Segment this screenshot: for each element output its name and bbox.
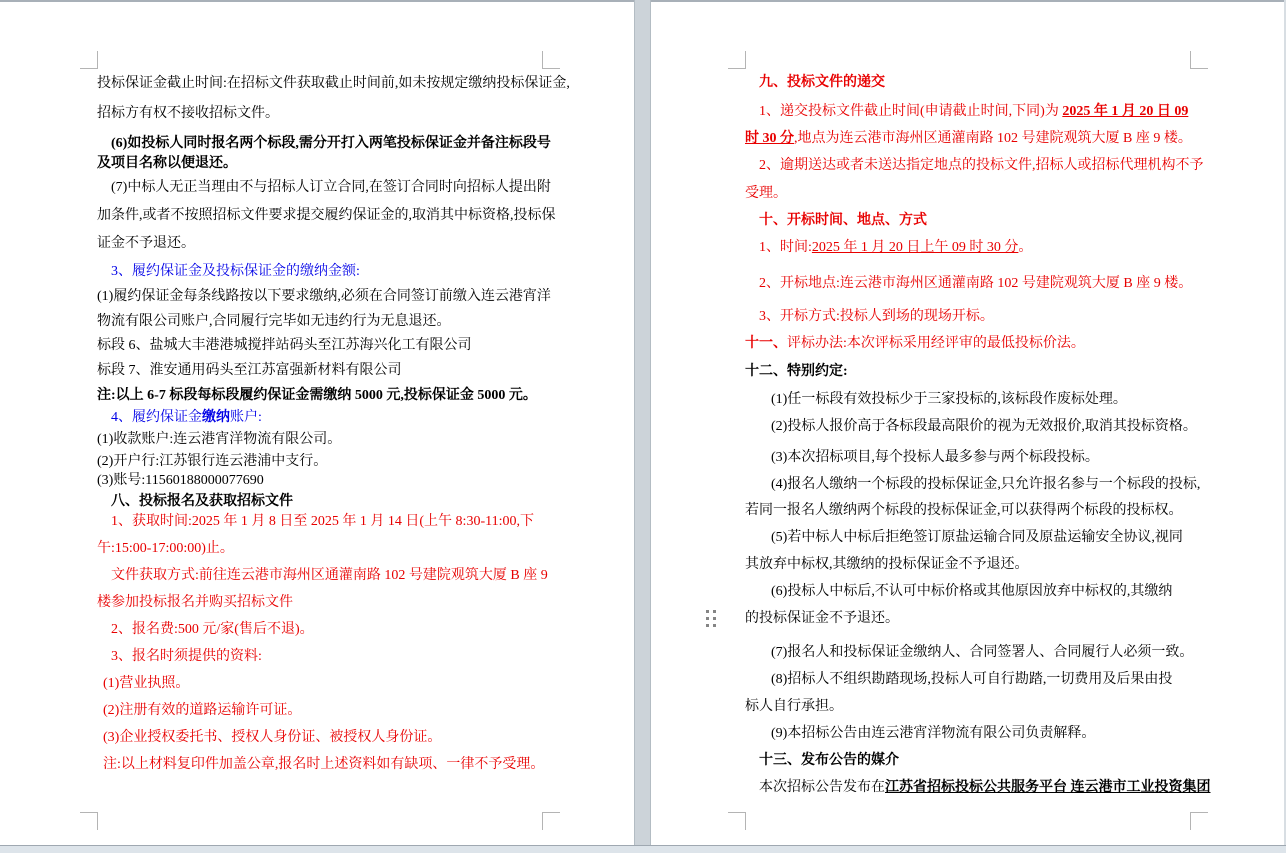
doc-line	[97, 430, 597, 452]
doc-line	[745, 528, 1245, 555]
text-run: (6)投标人中标后,不认可中标价格或其他原因放弃中标权的,其缴纳	[771, 584, 1173, 599]
text-run: ,地点为连云港市海州区通灌南路 102 号建院观筑大厦 B 座 9 楼。	[794, 131, 1192, 146]
text-run: 十三、发布公告的媒介	[759, 753, 899, 768]
text-boundary-corner-mark	[80, 51, 98, 69]
doc-line	[745, 582, 1245, 609]
doc-line	[97, 620, 597, 647]
text-run: 3、开标方式:投标人到场的现场开标。	[759, 309, 994, 324]
text-run: 投标保证金截止时间:在招标文件获取截止时间前,如未按规定缴纳投标保证金,	[97, 76, 570, 91]
doc-line	[97, 312, 597, 336]
text-run: 招标方有权不接收招标文件。	[97, 106, 279, 121]
doc-line	[745, 475, 1245, 501]
doc-line	[97, 386, 597, 408]
doc-line	[97, 287, 597, 312]
doc-line	[97, 74, 597, 104]
text-run: 午:15:00-17:00:00)止。	[97, 541, 234, 556]
doc-line	[745, 211, 1245, 238]
text-run: 3、履约保证金及投标保证金的缴纳金额:	[111, 264, 360, 279]
doc-line	[97, 234, 597, 262]
text-boundary-corner-mark	[542, 812, 560, 830]
text-run: (3)企业授权委托书、授权人身份证、被授权人身份证。	[103, 730, 442, 745]
doc-line	[745, 609, 1245, 643]
text-run: 2、开标地点:连云港市海州区通灌南路 102 号建院观筑大厦 B 座 9 楼。	[759, 276, 1193, 291]
page-right-text	[745, 73, 1245, 805]
doc-line	[97, 728, 597, 755]
doc-line	[745, 362, 1245, 390]
doc-line	[97, 408, 597, 430]
text-boundary-corner-mark	[1190, 812, 1208, 830]
text-run: 加条件,或者不按照招标文件要求提交履约保证金的,取消其中标资格,投标保	[97, 208, 556, 223]
doc-line	[97, 154, 597, 178]
doc-line	[97, 361, 597, 386]
doc-line	[97, 452, 597, 471]
text-run: 本次招标公告发布在	[759, 780, 885, 795]
drag-handle-icon[interactable]	[706, 610, 716, 627]
text-run: (4)报名人缴纳一个标段的投标保证金,只允许报名参与一个标段的投标,	[771, 477, 1201, 492]
doc-line	[97, 104, 597, 134]
page-gap-divider	[634, 0, 651, 845]
text-run: 证金不予退还。	[97, 236, 195, 251]
text-run: (1)营业执照。	[103, 676, 190, 691]
text-run: (7)报名人和投标保证金缴纳人、合同签署人、合同履行人必须一致。	[771, 645, 1194, 660]
text-run: (8)招标人不组织勘踏现场,投标人可自行勘踏,一切费用及后果由投	[771, 672, 1173, 687]
doc-line	[745, 670, 1245, 697]
doc-line	[97, 492, 597, 512]
text-run: (2)开户行:江苏银行连云港浦中支行。	[97, 454, 328, 469]
text-boundary-corner-mark	[80, 812, 98, 830]
text-run: 1、递交投标文件截止时间(申请截止时间,下同)为	[759, 104, 1063, 119]
text-run: 标人自行承担。	[745, 699, 843, 714]
text-run: 缴纳	[202, 410, 230, 425]
doc-line	[97, 701, 597, 728]
doc-line	[97, 647, 597, 674]
doc-line	[97, 178, 597, 206]
text-run: 江苏省招标投标公共服务平台 连云港市工业投资集团	[885, 780, 1211, 795]
text-run: 4、履约保证金	[111, 410, 202, 425]
text-run: (6)如投标人同时报名两个标段,需分开打入两笔投标保证金并备注标段号	[111, 136, 551, 151]
text-run: 。	[1018, 240, 1033, 255]
doc-line	[745, 307, 1245, 334]
doc-line	[745, 156, 1245, 184]
doc-line	[97, 336, 597, 361]
text-run: 其放弃中标权,其缴纳的投标保证金不予退还。	[745, 557, 1029, 572]
text-run: 时 30 分	[745, 131, 794, 146]
text-run: (3)账号:11560188000077690	[97, 473, 264, 488]
text-run: (2)注册有效的道路运输许可证。	[103, 703, 302, 718]
text-run: 的投标保证金不予退还。	[745, 611, 899, 626]
text-run: 评标办法:本次评标采用经评审的最低投标价法。	[787, 336, 1085, 351]
text-run: 2025 年 1 月 20 日 09	[1062, 104, 1189, 119]
text-run: 1、获取时间:2025 年 1 月 8 日至 2025 年 1 月 14 日(上午 8:30-11:00,下	[111, 514, 534, 529]
text-boundary-corner-mark	[728, 51, 746, 69]
doc-line	[97, 206, 597, 234]
text-run: 十一、	[745, 336, 787, 351]
text-run: 十二、特别约定:	[745, 364, 848, 379]
doc-line	[97, 674, 597, 701]
text-boundary-corner-mark	[728, 812, 746, 830]
doc-line	[745, 555, 1245, 582]
text-run: 九、投标文件的递交	[759, 75, 885, 90]
doc-line	[745, 724, 1245, 751]
text-run: 2025 年 1 月 20 日上午 09 时 30 分	[811, 240, 1019, 255]
text-boundary-corner-mark	[542, 51, 560, 69]
text-run: 受理。	[745, 186, 787, 201]
doc-line	[745, 448, 1245, 475]
doc-line	[97, 471, 597, 492]
doc-line	[745, 102, 1245, 129]
text-run: 物流有限公司账户,合同履行完毕如无违约行为无息退还。	[97, 314, 451, 329]
doc-line	[745, 274, 1245, 307]
doc-line	[97, 566, 597, 593]
doc-line	[745, 751, 1245, 778]
doc-line	[97, 134, 597, 154]
text-run: (3)本次招标项目,每个投标人最多参与两个标段投标。	[771, 450, 1099, 465]
text-run: (2)投标人报价高于各标段最高限价的视为无效报价,取消其投标资格。	[771, 419, 1197, 434]
text-run: (1)收款账户:连云港宵洋物流有限公司。	[97, 432, 342, 447]
text-run: (1)履约保证金每条线路按以下要求缴纳,必须在合同签订前缴入连云港宵洋	[97, 289, 551, 304]
doc-line	[97, 593, 597, 620]
text-run: 1、时间:	[759, 240, 812, 255]
text-run: 十、开标时间、地点、方式	[759, 213, 927, 228]
text-run: 标段 6、盐城大丰港港城搅拌站码头至江苏海兴化工有限公司	[97, 338, 472, 353]
text-run: (5)若中标人中标后拒绝签订原盐运输合同及原盐运输安全协议,视同	[771, 530, 1183, 545]
doc-line	[745, 184, 1245, 211]
text-run: 八、投标报名及获取招标文件	[111, 494, 293, 509]
document-page-right	[651, 2, 1286, 845]
doc-line	[745, 129, 1245, 156]
doc-line	[745, 501, 1245, 528]
text-run: 楼参加投标报名并购买招标文件	[97, 595, 293, 610]
doc-line	[97, 539, 597, 566]
text-run: 文件获取方式:前往连云港市海州区通灌南路 102 号建院观筑大厦 B 座 9	[111, 568, 548, 583]
doc-line	[745, 417, 1245, 448]
doc-line	[745, 334, 1245, 362]
doc-line	[745, 73, 1245, 102]
window-bottom-bar	[0, 845, 1286, 853]
text-run: (7)中标人无正当理由不与招标人订立合同,在签订合同时向招标人提出附	[111, 180, 551, 195]
doc-line	[745, 778, 1245, 805]
doc-line	[745, 643, 1245, 670]
text-run: 2、逾期送达或者未送达指定地点的投标文件,招标人或招标代理机构不予	[759, 158, 1204, 173]
text-boundary-corner-mark	[1190, 51, 1208, 69]
document-page-left	[0, 2, 634, 845]
text-run: 若同一报名人缴纳两个标段的投标保证金,可以获得两个标段的投标权。	[745, 503, 1183, 518]
text-run: (9)本招标公告由连云港宵洋物流有限公司负责解释。	[771, 726, 1096, 741]
doc-line	[745, 390, 1245, 417]
text-run: 3、报名时须提供的资料:	[111, 649, 262, 664]
text-run: (1)任一标段有效投标少于三家投标的,该标段作废标处理。	[771, 392, 1127, 407]
doc-line	[745, 238, 1245, 274]
page-left-text	[97, 74, 597, 782]
doc-line	[97, 512, 597, 539]
doc-line	[745, 697, 1245, 724]
doc-line	[97, 755, 597, 782]
doc-line	[97, 262, 597, 287]
text-run: 2、报名费:500 元/家(售后不退)。	[111, 622, 314, 637]
text-run: 注:以上 6-7 标段每标段履约保证金需缴纳 5000 元,投标保证金 5000 元。	[97, 388, 537, 403]
text-run: 账户:	[230, 410, 262, 425]
text-run: 及项目名称以便退还。	[97, 156, 237, 171]
text-run: 标段 7、淮安通用码头至江苏富强新材料有限公司	[97, 363, 402, 378]
text-run: 注:以上材料复印件加盖公章,报名时上述资料如有缺项、一律不予受理。	[103, 757, 545, 772]
